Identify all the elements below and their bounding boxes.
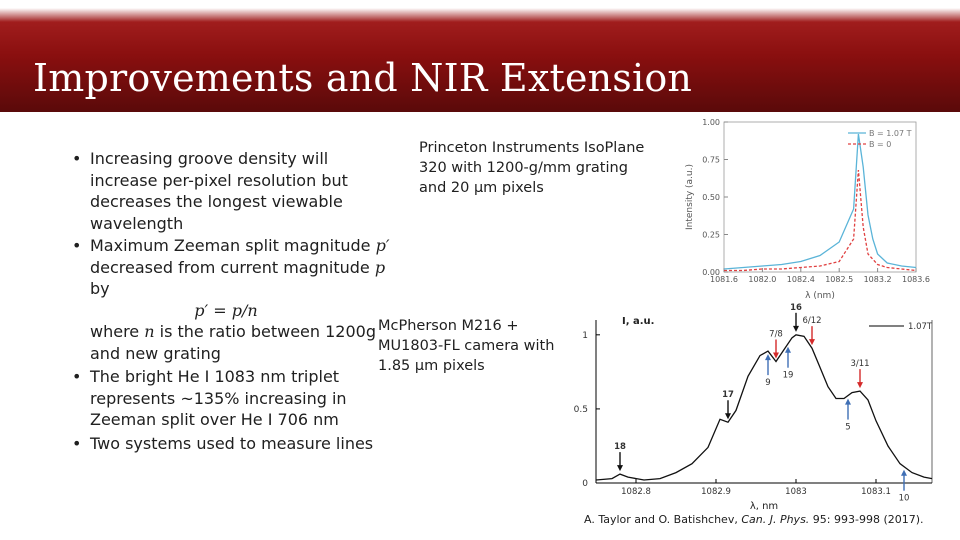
y-tick-label: 0.75 — [702, 155, 720, 165]
y-tick-label: 0.00 — [702, 268, 720, 277]
x-tick-label: 1083.6 — [902, 275, 930, 284]
x-tick-label: 1082.5 — [825, 275, 854, 284]
peak-label: 3/11 — [850, 359, 870, 370]
peak-label: 10 — [898, 493, 910, 504]
peak-arrowhead — [901, 470, 907, 476]
peak-label: 17 — [722, 390, 734, 401]
y-tick-label: 0.50 — [702, 193, 720, 202]
x-tick-label: 1081.6 — [710, 275, 738, 284]
caption-mcpherson: McPherson M216 + MU1803-FL camera with 1.85 μm pixels — [378, 318, 555, 374]
bullet-text: where — [90, 322, 140, 341]
peak-label: 6/12 — [802, 316, 822, 327]
equation: p′ = p/n — [194, 300, 258, 320]
mcpherson-spectrum-chart — [572, 302, 944, 512]
math-var: p′ — [375, 236, 390, 255]
y-tick-label: 0 — [582, 479, 588, 489]
peak-arrowhead — [765, 354, 771, 360]
citation-journal: Can. J. Phys. — [741, 513, 810, 526]
slide-title: Improvements and NIR Extension — [33, 56, 693, 100]
series-line — [724, 134, 916, 269]
peak-arrowhead — [857, 382, 863, 388]
x-tick-label: 1082.0 — [748, 275, 777, 284]
citation — [584, 513, 924, 526]
peak-label: 5 — [845, 422, 851, 433]
bullet-groove-density: • Increasing groove density will increase per-pixel resolution but decreases the longest viewable wavelength — [72, 148, 392, 234]
x-tick-label: 1083.1 — [861, 487, 891, 497]
peak-label: 18 — [614, 442, 626, 453]
x-axis-label: λ, nm — [749, 501, 779, 512]
math-var: p — [374, 257, 386, 277]
x-axis-label: λ (nm) — [805, 291, 835, 301]
y-tick-label: 0.5 — [573, 404, 588, 415]
y-tick-label: 1 — [582, 330, 588, 341]
bullet-list — [72, 148, 392, 454]
isoplane-spectrum-chart — [676, 112, 930, 307]
citation-authors: A. Taylor and O. Batishchev, — [584, 513, 738, 526]
legend-label: B = 0 — [869, 140, 892, 149]
x-tick-label: 1083.2 — [863, 275, 892, 284]
x-tick-label: 1082.8 — [621, 487, 651, 497]
bullet-text: decreased from current magnitude — [90, 257, 370, 277]
x-tick-label: 1082.9 — [701, 487, 731, 497]
peak-arrowhead — [617, 465, 623, 471]
peak-arrowhead — [845, 399, 851, 405]
series-line — [596, 335, 932, 480]
bullet-two-systems: • Two systems used to measure lines — [72, 433, 392, 455]
legend-label: B = 1.07 T — [869, 129, 912, 138]
math-var: n — [144, 322, 155, 341]
bullet-he-triplet: • The bright He I 1083 nm triplet represents ~135% increasing in Zeeman split over He I 706 nm — [72, 366, 392, 431]
bullet-zeeman-split — [72, 235, 392, 364]
bullet-text: is the ratio between 1200g and new grating — [90, 322, 376, 363]
peak-label: 9 — [765, 378, 771, 389]
x-tick-label: 1083 — [785, 487, 807, 497]
caption-isoplane: Princeton Instruments IsoPlane 320 with 1200-g/mm grating and 20 μm pixels — [419, 140, 645, 196]
y-axis-label: Intensity (a.u.) — [685, 164, 695, 230]
y-axis-label: I, a.u. — [622, 316, 655, 327]
peak-arrowhead — [793, 326, 799, 332]
bullet-text: Maximum Zeeman split magnitude — [90, 236, 371, 255]
y-tick-label: 1.00 — [702, 118, 720, 127]
peak-label: 19 — [782, 370, 794, 381]
legend-label: 1.07T — [908, 322, 933, 332]
y-tick-label: 0.25 — [702, 230, 720, 240]
bullet-text: by — [90, 279, 110, 298]
peak-label: 16 — [790, 302, 802, 313]
citation-volume: 95: 993-998 (2017). — [812, 513, 924, 526]
peak-label: 7/8 — [769, 329, 783, 340]
x-tick-label: 1082.4 — [786, 275, 815, 284]
